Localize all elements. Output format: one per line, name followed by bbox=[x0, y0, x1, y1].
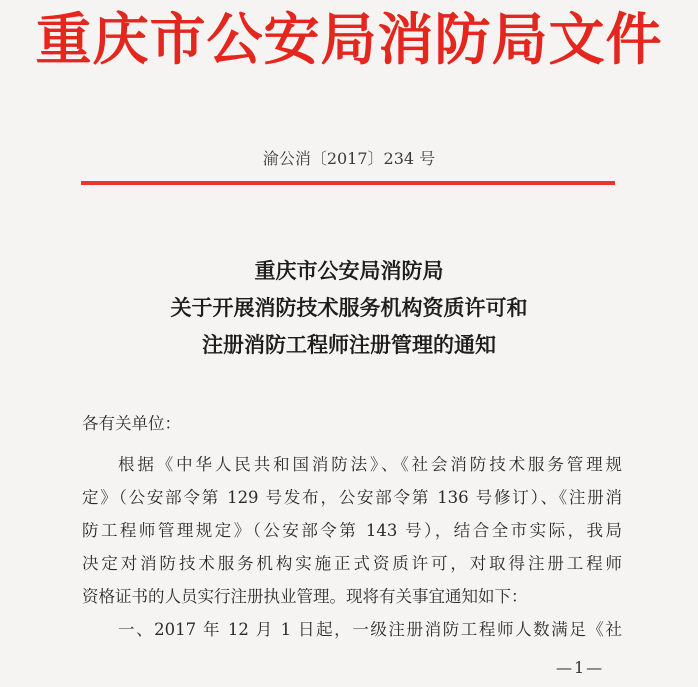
salutation: 各有关单位： bbox=[82, 414, 181, 433]
document-number: 渝公消〔2017〕234 号 bbox=[262, 149, 436, 168]
notice-title-line-3: 注册消防工程师注册管理的通知 bbox=[202, 333, 496, 357]
issuing-authority-header: 重庆市公安局消防局文件 bbox=[35, 8, 663, 73]
body-line-3: 防工程师管理规定》（公安部令第 143 号），结合全市实际，我局 bbox=[82, 521, 622, 540]
notice-title-line-1: 重庆市公安局消防局 bbox=[254, 259, 444, 283]
body-line-5: 资格证书的人员实行注册执业管理。现将有关事宜通知如下： bbox=[82, 587, 528, 606]
body-line-6: 一、2017 年 12 月 1 日起，一级注册消防工程师人数满足《社 bbox=[118, 620, 622, 639]
red-separator-line bbox=[81, 181, 615, 185]
notice-body bbox=[82, 410, 622, 646]
notice-title bbox=[0, 253, 698, 364]
body-line-4: 决定对消防技术服务机构实施正式资质许可，对取得注册工程师 bbox=[82, 554, 622, 573]
page-number: —1— bbox=[556, 658, 605, 677]
notice-title-line-2: 关于开展消防技术服务机构资质许可和 bbox=[170, 296, 528, 320]
body-line-2: 定》（公安部令第 129 号发布，公安部令第 136 号修订）、《注册消 bbox=[82, 488, 622, 507]
body-line-1: 根据《中华人民共和国消防法》、《社会消防技术服务管理规 bbox=[118, 455, 622, 474]
